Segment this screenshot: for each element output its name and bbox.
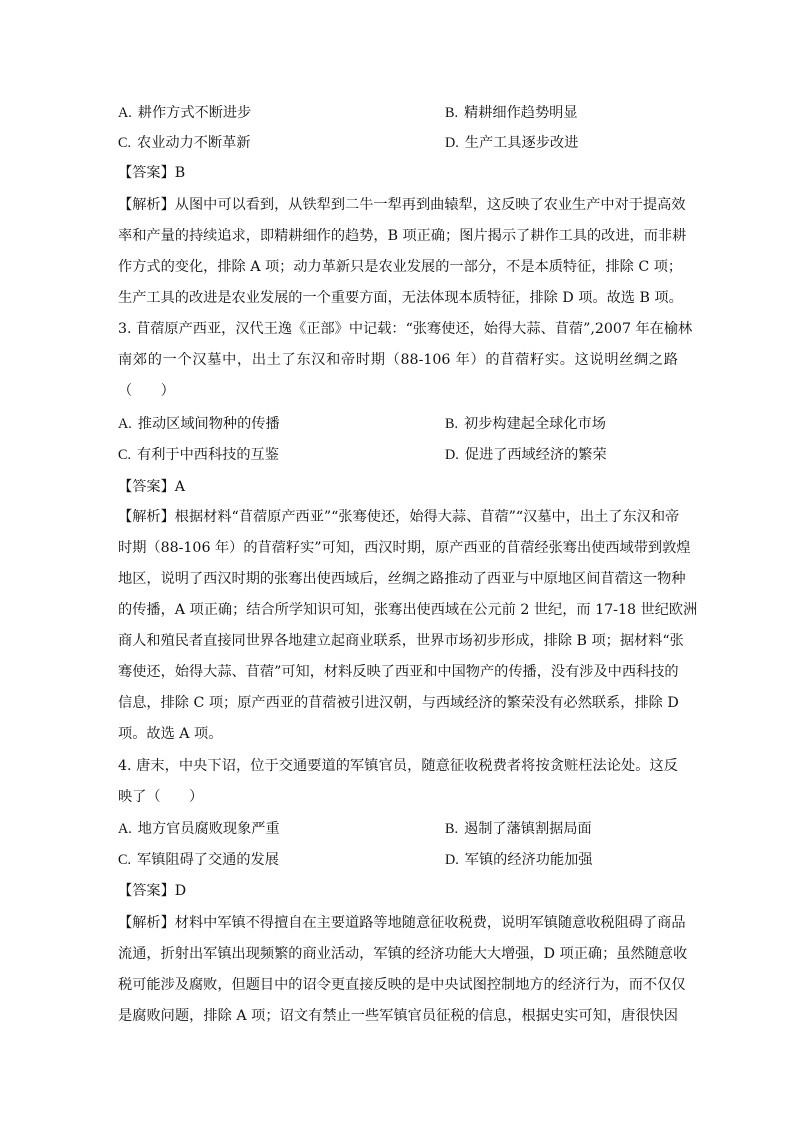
option-letter: B. [445,416,459,432]
q3-analysis-line: 地区，说明了西汉时期的张骞出使西域后，丝绸之路推动了西亚与中原地区间苜蓿这一物种 [118,571,686,587]
option-text: 耕作方式不断进步 [137,105,252,121]
q3-analysis-line: 信息，排除 C 项；原产西亚的苜蓿被引进汉朝，与西域经济的繁荣没有必然联系，排除 D [118,695,679,711]
q3-analysis-line: 时期（88-106 年）的苜蓿籽实”可知，西汉时期，原产西亚的苜蓿经张骞出使西域带到敦煌 [118,540,691,556]
q2-option-d[interactable] [445,133,578,153]
q4-stem-line: 4. 唐末，中央下诏，位于交通要道的军镇官员，随意征收税费者将按贪赃枉法论处。这反 [118,758,678,774]
option-text: 有利于中西科技的互鉴 [137,447,279,463]
q4-answer: 【答案】D [118,883,187,899]
q3-option-d[interactable] [445,445,607,465]
q4-analysis-line: 是腐败问题，排除 A 项；诏文有禁止一些军镇官员征税的信息，根据史实可知，唐很快因 [118,1008,678,1024]
option-text: 促进了西域经济的繁荣 [464,447,607,463]
q3-analysis-line: 商人和殖民者直接同世界各地建立起商业联系，世界市场初步形成，排除 B 项；据材料“张 [118,633,684,649]
q3-answer: 【答案】A [118,479,185,495]
q2-analysis-line: 生产工具的改进是农业发展的一个重要方面，无法体现本质特征，排除 D 项。故选 B 项。 [118,290,683,306]
option-letter: D. [445,447,459,463]
q4-option-a[interactable] [118,819,280,839]
q2-option-c[interactable] [118,133,251,153]
q2-answer: 【答案】B [118,165,186,181]
option-letter: C. [118,135,132,151]
q2-analysis-line: 【解析】从图中可以看到，从铁犁到二牛一犁再到曲辕犁，这反映了农业生产中对于提高效 [118,197,686,213]
option-letter: C. [118,447,132,463]
q4-option-d[interactable] [445,850,593,870]
q3-stem-line: （ ） [118,383,175,399]
option-letter: D. [445,852,459,868]
option-letter: A. [118,416,132,432]
q4-analysis-line: 流通，折射出军镇出现频繁的商业活动，军镇的经济功能大大增强，D 项正确；虽然随意收 [118,946,688,962]
q3-stem-line: 3. 苜蓿原产西亚，汉代王逸《正部》中记载：“张骞使还，始得大蒜、苜蓿”,2007 年在榆林 [118,321,693,337]
option-text: 推动区域间物种的传播 [137,416,280,432]
option-text: 地方官员腐败现象严重 [137,821,280,837]
q4-option-b[interactable] [445,819,592,839]
option-text: 遏制了藩镇割据局面 [464,821,592,837]
q3-analysis-line: 【解析】根据材料“苜蓿原产西亚”“张骞使还，始得大蒜、苜蓿”“汉墓中，出土了东汉和帝 [118,509,680,525]
q2-analysis-line: 作方式的变化，排除 A 项；动力革新只是农业发展的一部分，不是本质特征，排除 C 项； [118,259,683,275]
q3-analysis-line: 项。故选 A 项。 [118,726,223,742]
option-letter: A. [118,105,132,121]
q3-option-c[interactable] [118,445,279,465]
q4-option-c[interactable] [118,850,279,870]
option-text: 生产工具逐步改进 [464,135,579,151]
q2-analysis-line: 率和产量的持续追求，即精耕细作的趋势，B 项正确；图片揭示了耕作工具的改进，而非耕 [118,228,687,244]
option-letter: A. [118,821,132,837]
q4-stem-line: 映了（ ） [118,789,204,805]
q4-analysis-line: 税可能涉及腐败，但题目中的诏令更直接反映的是中央试图控制地方的经济行为，而不仅仅 [118,977,686,993]
q3-analysis-line: 的传播，A 项正确；结合所学知识可知，张骞出使西域在公元前 2 世纪，而 17-18 世纪欧洲 [118,602,698,618]
option-text: 军镇的经济功能加强 [464,852,593,868]
q3-analysis-line: 骞使还，始得大蒜、苜蓿”可知，材料反映了西亚和中国物产的传播，没有涉及中西科技的 [118,664,679,680]
option-text: 农业动力不断革新 [137,135,251,151]
option-letter: B. [445,821,459,837]
q3-option-b[interactable] [445,414,606,434]
option-text: 精耕细作趋势明显 [464,105,578,121]
q3-option-a[interactable] [118,414,280,434]
option-text: 初步构建起全球化市场 [464,416,606,432]
option-text: 军镇阻碍了交通的发展 [137,852,279,868]
option-letter: D. [445,135,459,151]
q2-option-b[interactable] [445,103,578,123]
option-letter: B. [445,105,459,121]
q3-stem-line: 南郊的一个汉墓中，出土了东汉和帝时期（88-106 年）的苜蓿籽实。这说明丝绸之路 [118,352,678,368]
option-letter: C. [118,852,132,868]
q4-analysis-line: 【解析】材料中军镇不得擅自在主要道路等地随意征收税费，说明军镇随意收税阻碍了商品 [118,915,686,931]
q2-option-a[interactable] [118,103,251,123]
